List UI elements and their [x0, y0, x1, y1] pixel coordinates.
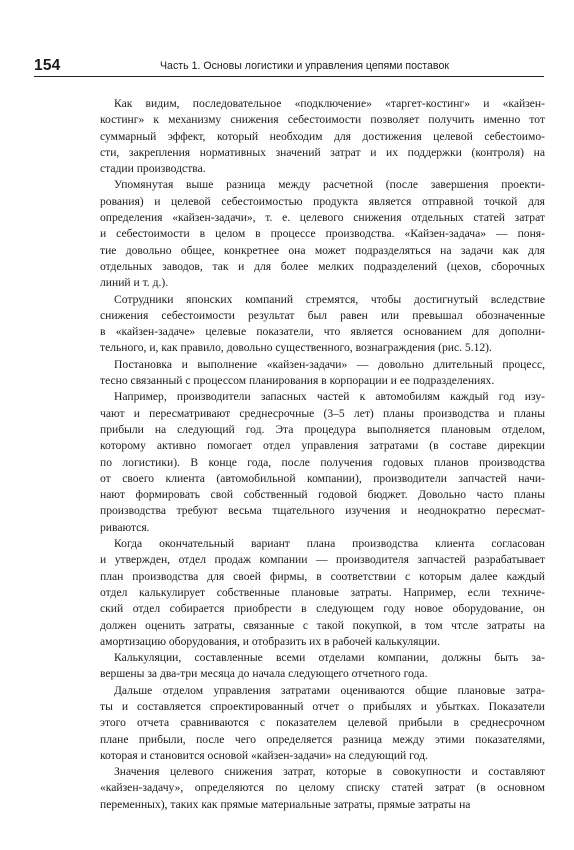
- text-line: ты и составляется спроектированный отчет о прибылях и убытках. Показатели: [100, 699, 545, 713]
- text-line: отдельных заводов, так и для более мелких подразделений (цехов, сборочных: [100, 259, 545, 273]
- text-line: Дальше отделом управления затратами оцениваются общие плановые затра-: [114, 683, 545, 697]
- text-line: Например, производители запасных частей к автомобилям каждый год изу-: [114, 390, 545, 404]
- body-text: [86, 96, 545, 813]
- text-line: Как видим, последовательное «подключение» «таргет-костинг» и «кайзен-: [114, 97, 545, 110]
- text-line: стадии производства.: [100, 162, 206, 176]
- text-line: от своего клиента (автомобильной компании), производители запчастей начи-: [100, 471, 545, 485]
- text-line: Значения целевого снижения затрат, которые в совокупности и составляют: [114, 765, 545, 779]
- paragraph: [86, 292, 545, 357]
- text-line: ский отдел собирается приобрести в следующем году новое оборудование, он: [100, 602, 545, 616]
- text-line: должен оценить затраты, связанные с такой покупкой, в том чтсле затраты на: [100, 618, 545, 632]
- paragraph: [86, 764, 545, 813]
- text-line: по логистики). В конце года, после получения годовых планов производства: [100, 455, 545, 469]
- text-line: переменных), таких как прямые материальные затраты, прямые затраты на: [100, 797, 471, 811]
- text-line: тие довольно общее, конкретнее она может подразделяться на задачи как для: [100, 243, 545, 257]
- text-line: прибыли на следующий год. Эта процедура выполняется плановым отделом,: [100, 422, 545, 436]
- paragraph: [86, 650, 545, 683]
- text-line: Сотрудники японских компаний стремятся, чтобы достигнутый вследствие: [114, 292, 545, 306]
- text-line: суммарный эффект, который необходим для достижения целевой себестоимо-: [100, 129, 545, 143]
- text-line: и себестоимости в целом в процессе производства. «Кайзен-задача» — поня-: [100, 227, 545, 241]
- text-line: и утвержден, отдел продаж компании — производителя запчастей разрабатывает: [100, 553, 545, 567]
- text-line: плане прибыли, после чего определяется разница между этими показателями,: [100, 732, 545, 746]
- paragraph: [86, 177, 545, 291]
- text-line: линий и т. д.).: [100, 276, 169, 290]
- text-line: костинг» к механизму снижения себестоимости позволяет получить именно тот: [100, 113, 545, 127]
- paragraph: [86, 536, 545, 650]
- text-line: план производства для своей фирмы, в соответствии с которым далее каждый: [100, 569, 545, 583]
- page-number: 154: [34, 57, 61, 74]
- paragraph: [86, 357, 545, 390]
- text-line: которая и становится основой «кайзен-задачи» на следующий год.: [100, 748, 428, 762]
- text-line: производства требуют весьма тщательного изучения и неоднократно пересмат-: [100, 504, 545, 518]
- text-line: сти, закрепления нормативных значений затрат и их поддержки (контроля) на: [100, 145, 545, 159]
- paragraph: [86, 96, 545, 177]
- paragraph: [86, 683, 545, 764]
- text-line: определения «кайзен-задачи», т. е. целевого снижения отдельных статей затрат: [100, 211, 545, 225]
- text-line: вершены за два-три месяца до начала следующего отчетного года.: [100, 667, 428, 681]
- text-line: снижения себестоимости результат был равен или превышал обозначенные: [100, 308, 545, 322]
- text-line: этого отчета сравниваются с показателем целевой прибыли в среднесрочном: [100, 716, 545, 730]
- text-line: нают формировать свой собственный годовой бюджет. Довольно часто планы: [100, 488, 545, 502]
- header-rule: [34, 76, 544, 77]
- text-line: Упомянутая выше разница между расчетной (после завершения проекти-: [114, 178, 545, 192]
- text-line: которому активно помогает отдел управления затратами (в составе дирекции: [100, 439, 545, 453]
- text-line: риваются.: [100, 520, 150, 534]
- text-line: «кайзен-задачу», определяются по целому списку статей затрат (в основном: [100, 781, 545, 795]
- text-line: рования) и целевой себестоимостью продукта является отправной точкой для: [100, 194, 545, 208]
- text-line: амортизацию оборудования, и отобразить их в рабочей калькуляции.: [100, 634, 440, 648]
- page-header: [34, 57, 544, 77]
- text-line: тесно связанный с процессом планирования в корпорации и ее подразделениях.: [100, 374, 495, 388]
- paragraph: [86, 389, 545, 536]
- text-line: Когда окончательный вариант плана производства клиента согласован: [114, 537, 545, 551]
- text-line: отдел калькулирует собственные плановые затраты. Например, если техниче-: [100, 585, 545, 599]
- text-line: в «кайзен-задаче» целевые показатели, что является основанием для дополни-: [100, 325, 545, 339]
- text-line: чают и пересматривают среднесрочные (3–5 лет) планы производства и планы: [100, 406, 545, 420]
- text-line: тельного, и, как правило, довольно существенного, вознаграждения (рис. 5.12).: [100, 341, 492, 355]
- text-line: Постановка и выполнение «кайзен-задачи» — довольно длительный процесс,: [114, 357, 545, 371]
- text-line: Калькуляции, составленные всеми отделами компании, должны быть за-: [114, 651, 545, 665]
- running-head: Часть 1. Основы логистики и управления цепями поставок: [160, 60, 449, 72]
